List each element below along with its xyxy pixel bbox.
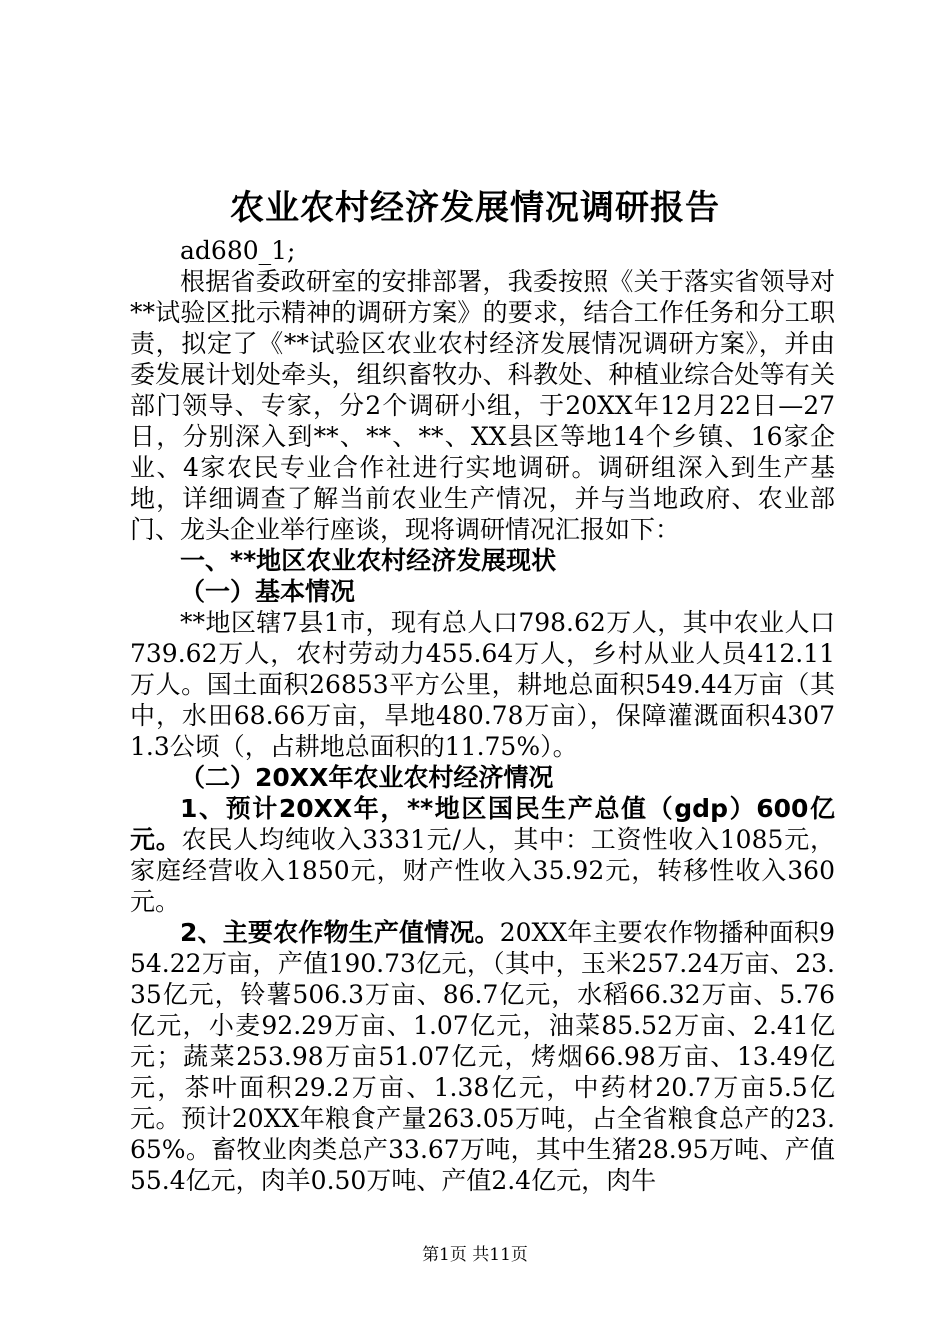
document-title: 农业农村经济发展情况调研报告 (230, 188, 720, 228)
item-2-paragraph (130, 917, 835, 1196)
section-heading: 一、**地区农业农村经济发展现状 (180, 546, 557, 575)
subsection-heading-economy: （二）20XX年农业农村经济情况 (180, 763, 554, 792)
code-line: ad680_1; (180, 236, 296, 265)
subsection-heading-basic: （一）基本情况 (180, 577, 356, 606)
item-1-paragraph (130, 793, 835, 917)
item-2-lead: 2、主要农作物生产值情况。 (180, 918, 500, 947)
intro-paragraph: 根据省委政研室的安排部署，我委按照《关于落实省领导对**试验区批示精神的调研方案》的要求，结合工作任务和分工职责，拟定了《**试验区农业农村经济发展情况调研方案》，并由委发展计划处牵头，组织畜牧办、科教处、种植业综合处等有关部门领导、专家，分2个调研小组，于20XX年12月22日—27日，分别深入到**、**、**、XX县区等地14个乡镇、16家企业、4家农民专业合作社进行实地调研。调研组深入到生产基地，详细调查了解当前农业生产情况，并与当地政府、农业部门、龙头企业举行座谈，现将调研情况汇报如下： (130, 267, 835, 544)
item-2-body: 20XX年主要农作物播种面积954.22万亩，产值190.73亿元，（其中，玉米257.24万亩、23.35亿元，铃薯506.3万亩、86.7亿元，水稻66.32万亩、5.76亿元，小麦92.29万亩、1.07亿元，油菜85.52万亩、2.41亿元；蔬菜253.98万亩51.07亿元，烤烟66.98万亩、13.49亿元，茶叶面积29.2万亩、1.38亿元，中药材20.7万亩5.5亿元。预计20XX年粮食产量263.05万吨，占全省粮食总产的23.65%。畜牧业肉类总产33.67万吨，其中生猪28.95万吨、产值55.4亿元，肉羊0.50万吨、产值2.4亿元，肉牛 (130, 918, 835, 1195)
item-1-body: 农民人均纯收入3331元/人，其中：工资性收入1085元，家庭经营收入1850元，财产性收入35.92元，转移性收入360元。 (130, 825, 835, 916)
basic-info-paragraph: **地区辖7县1市，现有总人口798.62万人，其中农业人口739.62万人，农村劳动力455.64万人，乡村从业人员412.11万人。国土面积26853平方公里，耕地总面积549.44万亩（其中，水田68.66万亩，旱地480.78万亩），保障灌溉面积43071.3公顷（，占耕地总面积的11.75%）。 (130, 608, 835, 761)
document-body (130, 235, 835, 1196)
page-footer: 第1页 共11页 (422, 1245, 528, 1265)
item-1-lead: 1、预计20XX年，**地区国民生产总值（gdp）600亿元。 (130, 794, 835, 854)
